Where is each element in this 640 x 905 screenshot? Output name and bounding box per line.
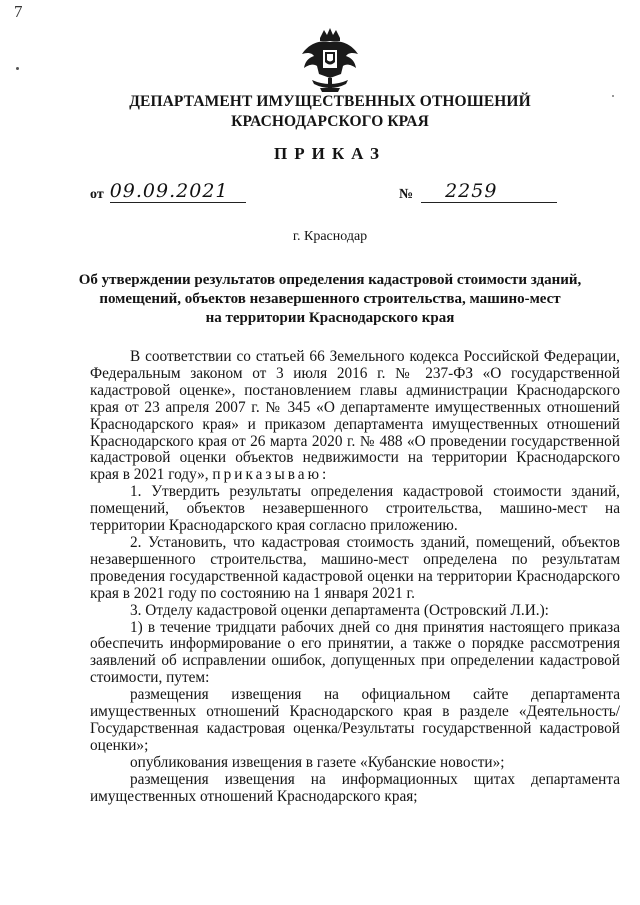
order-item-2: 2. Установить, что кадастровая стоимость зданий, помещений, объектов незавершенного строительства, машино-мест определена по результатам проведения государственной кадастровой оценки на территории Краснодарского края в 2021 году по состоянию на 1 января 2021 г. <box>90 533 620 602</box>
order-item-1: 1. Утвердить результаты определения кадастровой стоимости зданий, помещений, объектов незавершенного строительства, машино-мест на территории Краснодарского края согласно приложению. <box>90 483 620 535</box>
subject-line3: на территории Краснодарского края <box>205 310 455 326</box>
eagle-icon <box>302 41 358 78</box>
page-mark: 7 <box>14 2 23 21</box>
order-number-field <box>399 180 557 203</box>
order-subject <box>60 271 600 328</box>
order-item-3-1-a: размещения извещения на официальном сайте департамента имущественных отношений Краснодарского края в разделе «Деятельность/ Государственная кадастровая оценка/Результаты государственной кадастровой оценки»; <box>90 686 620 754</box>
order-body <box>90 349 620 805</box>
department-line1: ДЕПАРТАМЕНТ ИМУЩЕСТВЕННЫХ ОТНОШЕНИЙ <box>129 93 531 110</box>
city-line: г. Краснодар <box>292 229 368 244</box>
handwritten-number: 2259 <box>445 180 498 202</box>
order-date-field <box>90 180 246 203</box>
subject-line1: Об утверждении результатов определения кадастровой стоимости зданий, <box>78 272 582 288</box>
number-prefix: № <box>399 187 414 202</box>
order-item-3-1: 1) в течение тридцати рабочих дней со дня принятия настоящего приказа обеспечить информирование о его принятии, а также о порядке рассмотрения заявлений об исправлении ошибок, допущенных при определении кадастровой стоимости, путем: <box>90 618 620 687</box>
date-underline <box>110 180 246 203</box>
number-underline <box>421 180 557 203</box>
order-item-3-1-c: размещения извещения на информационных щитах департамента имущественных отношений Краснодарского края; <box>90 770 620 805</box>
scan-speck <box>16 67 19 70</box>
coat-of-arms-emblem <box>300 26 360 94</box>
handwritten-date: 09.09.2021 <box>109 180 229 202</box>
date-prefix: от <box>90 187 104 202</box>
order-item-3: 3. Отделу кадастровой оценки департамента (Островский Л.И.): <box>130 601 549 619</box>
department-name <box>60 92 600 132</box>
subject-line2: помещений, объектов незавершенного строительства, машино-мест <box>99 291 561 307</box>
department-line2: КРАСНОДАРСКОГО КРАЯ <box>231 113 429 130</box>
document-title: ПРИКАЗ <box>274 144 386 163</box>
preamble-paragraph <box>90 349 620 484</box>
base-ornament-icon <box>312 78 348 92</box>
order-item-3-1-b: опубликования извещения в газете «Кубанские новости»; <box>130 753 505 771</box>
scan-speck <box>612 95 614 97</box>
preamble-text: В соответствии со статьей 66 Земельного кодекса Российской Федерации, Федеральным законом от 3 июля 2016 г. № 237-ФЗ «О государственной кадастровой оценке», постановлением главы администрации Краснодарского края от 23 апреля 2007 г. № 345 «О департаменте имущественных отношений Краснодарского края» и приказом департамента имущественных отношений Краснодарского края от 26 марта 2020 г. № 488 «О проведении государственной кадастровой оценки объектов недвижимости на территории Краснодарского края в 2021 году», <box>90 348 620 484</box>
order-verb: приказываю: <box>212 466 330 484</box>
crown-icon <box>320 28 340 41</box>
